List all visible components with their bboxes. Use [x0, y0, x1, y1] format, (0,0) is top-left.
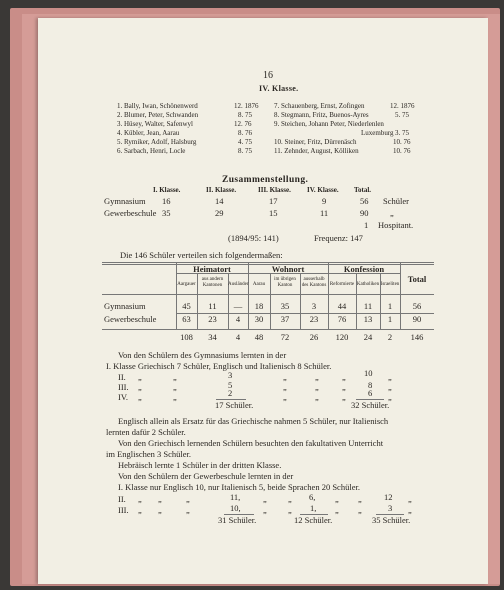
student-name: 2. Blumer, Peter, Schwanden	[117, 111, 199, 119]
sub-header: Reformierte	[329, 282, 355, 287]
student-name: 8. Stegmann, Fritz, Buenos-Ayres	[274, 111, 369, 119]
count: 10,	[230, 503, 241, 513]
table-row-label: Gymnasium	[104, 301, 146, 311]
sub-header: ausserhalb des Kantons	[301, 277, 327, 288]
student-date: 12. 76	[234, 120, 252, 128]
ditto-mark: „	[138, 392, 142, 402]
student-name: 10. Steiner, Fritz, Dürrenäsch	[274, 138, 357, 146]
table-cell: 1	[387, 314, 393, 324]
gew-sum-italian: 12 Schüler.	[294, 515, 333, 525]
summary-cell: 29	[215, 208, 224, 218]
sub-header: Ausländer	[228, 282, 249, 287]
table-cell: 3	[311, 301, 317, 311]
summary-title: Zusammenstellung.	[222, 175, 309, 185]
student-date: 5. 75	[395, 111, 409, 119]
count: 3	[228, 370, 233, 380]
frequency-current: Frequenz: 147	[314, 233, 363, 243]
gym-sum-greek: 17 Schüler.	[215, 400, 254, 410]
ditto-mark: „	[315, 372, 319, 382]
summary-cell: 11	[320, 208, 329, 218]
count: 6	[368, 388, 373, 398]
summary-header: I. Klasse.	[153, 186, 181, 194]
table-total: 48	[254, 332, 264, 342]
ditto-mark: „	[335, 494, 339, 504]
paragraph-1-line-2: lernten dafür 2 Schüler.	[106, 427, 186, 437]
ditto-mark: „	[342, 382, 346, 392]
page-number: 16	[263, 70, 273, 81]
student-date: 8. 76	[238, 129, 252, 137]
table-total: 24	[363, 332, 373, 342]
summary-cell: 17	[269, 196, 278, 206]
summary-cell: 16	[162, 196, 171, 206]
ditto-mark: „	[173, 382, 177, 392]
sub-header: Aarau	[252, 282, 266, 287]
summary-row-label: Gewerbeschule	[104, 208, 157, 218]
table-cell: 44	[337, 301, 347, 311]
student-name: 7. Schauenberg, Ernst, Zofingen	[274, 102, 365, 110]
table-cell: —	[233, 301, 243, 311]
ditto-mark: „	[186, 505, 190, 515]
count: 6,	[309, 492, 316, 502]
ditto-mark: „	[173, 372, 177, 382]
count: 11,	[230, 492, 241, 502]
class-heading: IV. Klasse.	[259, 84, 299, 93]
table-cell: 18	[254, 301, 264, 311]
table-total: 146	[410, 332, 424, 342]
gym-line-1: I. Klasse Griechisch 7 Schüler, Englisch und Italienisch 8 Schüler.	[106, 361, 332, 371]
summary-header: III. Klasse.	[258, 186, 291, 194]
gym-intro: Von den Schülern des Gymnasiums lernten in der	[118, 350, 287, 360]
sub-header: aus andern Kantonen	[201, 277, 224, 288]
table-cell: 11	[208, 301, 217, 311]
sub-header: im übrigen Kanton	[274, 277, 296, 288]
table-cell: 76	[337, 314, 347, 324]
student-date: 8. 75	[238, 147, 252, 155]
ditto-mark: „	[335, 505, 339, 515]
table-cell: 13	[363, 314, 373, 324]
summary-header: Total.	[354, 186, 372, 194]
table-cell: 35	[280, 301, 290, 311]
summary-row-label: Gymnasium	[104, 196, 146, 206]
table-cell: 45	[182, 301, 191, 311]
student-name: 9. Steichen, Johann Peter, Niederlenlen	[274, 120, 384, 128]
ditto-mark: „	[342, 372, 346, 382]
class-label: III.	[118, 505, 129, 515]
count: 3	[388, 503, 393, 513]
ditto-mark: „	[408, 494, 412, 504]
table-cell: 23	[208, 314, 217, 324]
student-date: 3. 75	[395, 129, 409, 137]
ditto-mark: „	[388, 372, 392, 382]
ditto-mark: „	[388, 392, 392, 402]
ditto-mark: „	[288, 494, 292, 504]
gew-line-1: I. Klasse nur Englisch 10, nur Italienisch 5, beide Sprachen 20 Schüler.	[118, 482, 360, 492]
gew-sum-english: 31 Schüler.	[218, 515, 257, 525]
group-wohnort: Wohnort	[271, 264, 305, 274]
summary-header: IV. Klasse.	[307, 186, 339, 194]
summary-header: II. Klasse.	[206, 186, 237, 194]
ditto-mark: „	[283, 392, 287, 402]
ditto-mark: „	[173, 392, 177, 402]
sub-header: Israeliten	[380, 282, 400, 287]
paragraph-2-line-1: Von den Griechisch lernenden Schülern besuchten den fakultativen Unterricht	[118, 438, 384, 448]
student-name: 6. Sarbach, Henri, Locle	[117, 147, 186, 155]
hebrew-line: Hebräisch lernte 1 Schüler in der dritten Klasse.	[118, 460, 282, 470]
ditto-mark: „	[263, 505, 267, 515]
class-label: II.	[118, 494, 126, 504]
paragraph-1-line-1: Englisch allein als Ersatz für das Griechische nahmen 5 Schüler, nur Italienisch	[118, 416, 389, 426]
summary-cell: 90	[360, 208, 369, 218]
summary-cell: 35	[162, 208, 171, 218]
table-total: 4	[235, 332, 241, 342]
ditto-mark: „	[315, 382, 319, 392]
student-name: 3. Hüsey, Walter, Safenwyl	[117, 120, 193, 128]
count: 8	[368, 380, 373, 390]
student-date: 12. 1876	[234, 102, 259, 110]
group-konfession: Konfession	[343, 264, 385, 274]
table-cell: 1	[387, 301, 393, 311]
class-label: III.	[118, 382, 129, 392]
ditto-mark: „	[138, 494, 142, 504]
summary-unit: Schüler	[383, 196, 409, 206]
summary-cell: 56	[360, 196, 369, 206]
table-total: 108	[180, 332, 193, 342]
ditto-mark: „	[186, 494, 190, 504]
table-cell: 23	[309, 314, 319, 324]
sub-header: Aargauer	[177, 282, 196, 287]
count: 2	[228, 388, 233, 398]
table-total: 72	[280, 332, 290, 342]
summary-cell: 14	[215, 196, 224, 206]
ditto-mark: „	[315, 392, 319, 402]
gew-sum-both: 35 Schüler.	[372, 515, 411, 525]
gew-intro: Von den Schülern der Gewerbeschule lernten in der	[118, 471, 294, 481]
ditto-mark: „	[138, 372, 142, 382]
ditto-mark: „	[138, 382, 142, 392]
student-name: 1. Bally, Iwan, Schönenwerd	[117, 102, 198, 110]
ditto-mark: „	[283, 372, 287, 382]
table-cell: 11	[363, 301, 373, 311]
table-cell: 37	[280, 314, 290, 324]
ditto-mark: „	[388, 382, 392, 392]
ditto-mark: „	[358, 505, 362, 515]
table-cell: 30	[254, 314, 264, 324]
student-name: 4. Kübler, Jean, Aarau	[117, 129, 180, 137]
group-heimatort: Heimatort	[193, 264, 231, 274]
total-header: Total	[407, 274, 427, 284]
table-total: 120	[335, 332, 349, 342]
student-date: 8. 75	[238, 111, 252, 119]
table-total: 2	[387, 332, 393, 342]
table-cell: 4	[235, 314, 241, 324]
ditto-mark: „	[138, 505, 142, 515]
count: 12	[384, 492, 393, 502]
table-row-label: Gewerbeschule	[104, 314, 157, 324]
table-total: 34	[208, 332, 217, 342]
summary-cell: 1	[364, 220, 369, 230]
document-page	[38, 18, 488, 584]
summary-unit: Hospitant.	[378, 220, 414, 230]
class-label: IV.	[118, 392, 128, 402]
table-cell: 56	[412, 301, 422, 311]
ditto-mark: „	[158, 505, 162, 515]
frequency-previous: (1894/95: 141)	[228, 233, 279, 243]
sub-header: Katholiken	[356, 282, 380, 287]
class-label: II.	[118, 372, 126, 382]
student-date: 12. 1876	[390, 102, 415, 110]
student-name: 11. Zehnder, August, Kölliken	[274, 147, 359, 155]
table-total: 26	[309, 332, 319, 342]
ditto-mark: „	[263, 494, 267, 504]
ditto-mark: „	[408, 505, 412, 515]
student-name: Luxemburg	[361, 129, 394, 137]
student-date: 10. 76	[393, 138, 411, 146]
summary-cell: 15	[269, 208, 278, 218]
ditto-mark: „	[288, 505, 292, 515]
distribution-intro: Die 146 Schüler verteilen sich folgendermaßen:	[120, 250, 283, 260]
ditto-mark: „	[342, 392, 346, 402]
ditto-mark: „	[283, 382, 287, 392]
count: 10	[364, 368, 373, 378]
summary-cell: 9	[322, 196, 327, 206]
count: 5	[228, 380, 233, 390]
table-cell: 90	[412, 314, 422, 324]
student-date: 4. 75	[238, 138, 252, 146]
student-date: 10. 76	[393, 147, 411, 155]
paragraph-2-line-2: im Englischen 3 Schüler.	[106, 449, 191, 459]
ditto-mark: „	[158, 494, 162, 504]
count: 1,	[310, 503, 317, 513]
table-cell: 63	[182, 314, 191, 324]
student-name: 5. Rymiker, Adolf, Halsburg	[117, 138, 197, 146]
summary-unit: „	[390, 208, 394, 218]
ditto-mark: „	[358, 494, 362, 504]
gym-sum-english: 32 Schüler.	[351, 400, 390, 410]
